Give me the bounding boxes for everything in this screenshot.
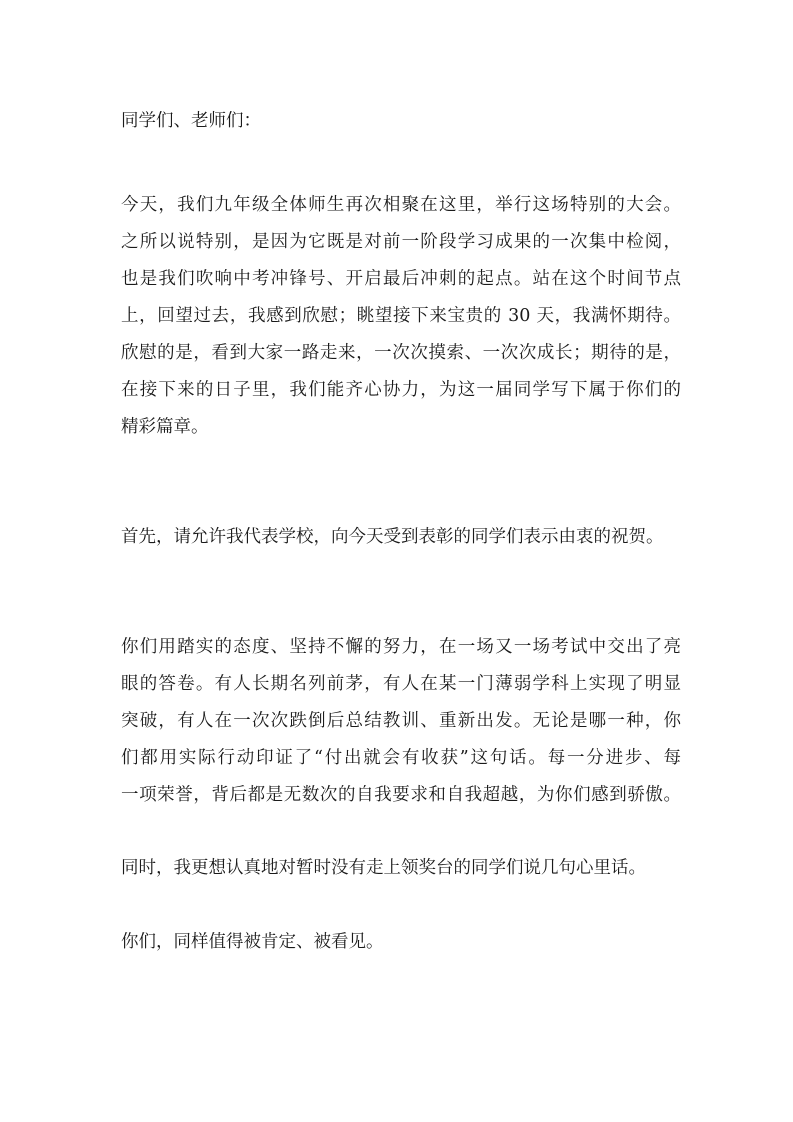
text-line: 之所以说特别，是因为它既是对前一阶段学习成果的一次集中检阅， xyxy=(121,232,681,252)
text-line: 今天，我们九年级全体师生再次相聚在这里，举行这场特别的大会。 xyxy=(121,195,681,215)
text-line: 突破，有人在一次次跌倒后总结教训、重新出发。无论是哪一种，你 xyxy=(121,711,681,731)
text-line: 眼的答卷。有人长期名列前茅，有人在某一门薄弱学科上实现了明显 xyxy=(121,674,681,694)
text-line: 你们用踏实的态度、坚持不懈的努力，在一场又一场考试中交出了亮 xyxy=(121,637,681,657)
text-line: 首先，请允许我代表学校，向今天受到表彰的同学们表示由衷的祝贺。 xyxy=(121,527,664,547)
text-line: 同学们、老师们： xyxy=(121,111,261,131)
text-line: 上，回望过去，我感到欣慰；眺望接下来宝贵的 30 天，我满怀期待。 xyxy=(121,306,681,326)
closing-paragraph xyxy=(121,924,681,961)
achievement-paragraph xyxy=(121,629,681,814)
text-line: 在接下来的日子里，我们能齐心协力，为这一届同学写下属于你们的 xyxy=(121,380,681,400)
encouragement-paragraph xyxy=(121,850,681,887)
text-line: 欣慰的是，看到大家一路走来，一次次摸索、一次次成长；期待的是， xyxy=(121,343,681,363)
greeting-paragraph xyxy=(121,103,681,140)
text-line: 同时，我更想认真地对暂时没有走上领奖台的同学们说几句心里话。 xyxy=(121,858,646,878)
text-line: 精彩篇章。 xyxy=(121,417,209,437)
text-line: 你们，同样值得被肯定、被看见。 xyxy=(121,932,384,952)
opening-paragraph xyxy=(121,187,681,446)
congratulation-paragraph xyxy=(121,519,681,556)
text-line: 一项荣誉，背后都是无数次的自我要求和自我超越，为你们感到骄傲。 xyxy=(121,785,681,805)
text-line: 也是我们吹响中考冲锋号、开启最后冲刺的起点。站在这个时间节点 xyxy=(121,269,681,289)
text-line: 们都用实际行动印证了“付出就会有收获”这句话。每一分进步、每 xyxy=(121,748,681,768)
